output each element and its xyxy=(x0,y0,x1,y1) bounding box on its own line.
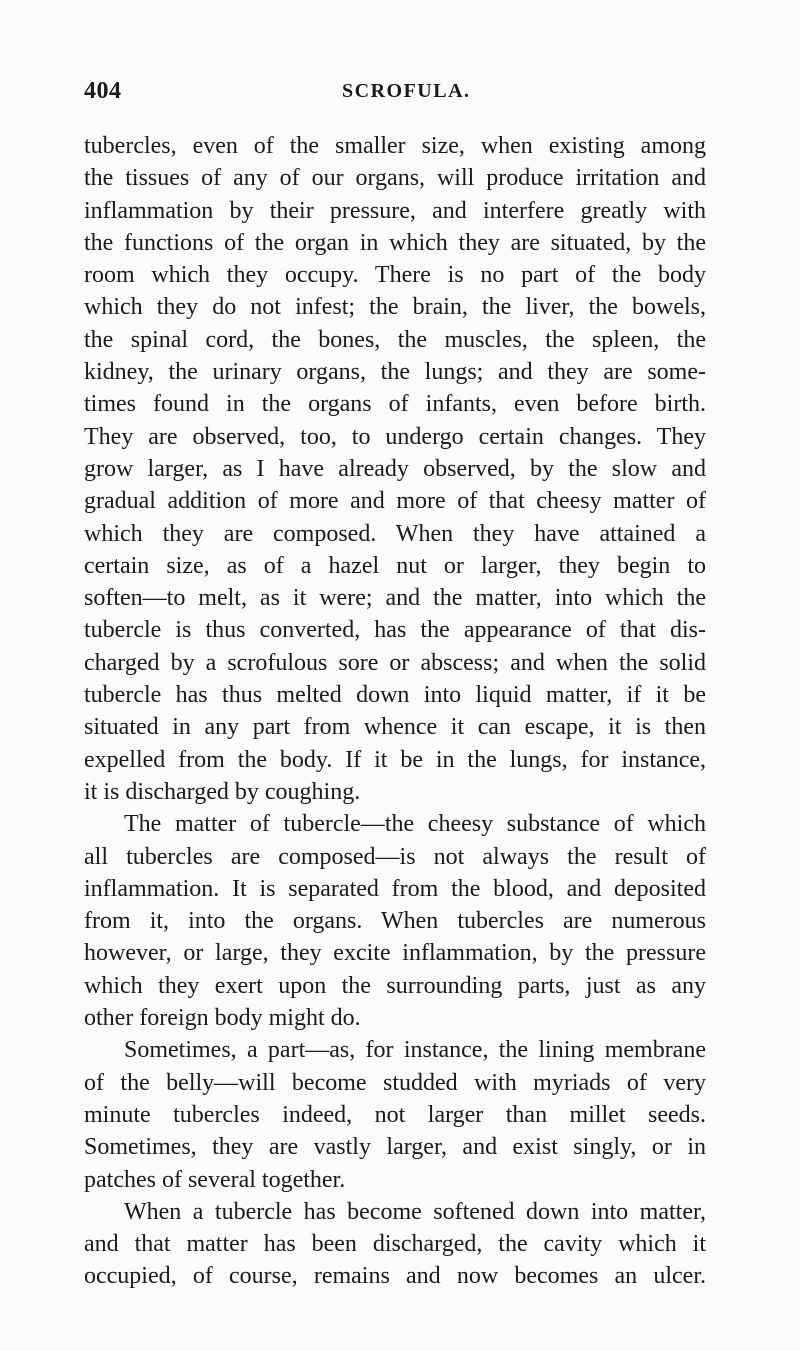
running-title: SCROFULA. xyxy=(342,80,471,102)
text-line: the tissues of any of our organs, will produce irritation and xyxy=(84,165,706,192)
text-line: tubercle has thus melted down into liquid matter, if it be xyxy=(84,682,706,709)
text-line: grow larger, as I have already observed, by the slow and xyxy=(84,455,706,482)
text-line: certain size, as of a hazel nut or larger, they begin to xyxy=(84,552,706,579)
text-line: minute tubercles indeed, not larger than millet seeds. xyxy=(84,1101,706,1128)
text-line: charged by a scrofulous sore or abscess; and when the solid xyxy=(84,649,706,676)
text-line: which they do not infest; the brain, the liver, the bowels, xyxy=(84,294,706,321)
text-line: tubercles, even of the smaller size, when existing among xyxy=(84,133,706,159)
text-line: kidney, the urinary organs, the lungs; and they are some- xyxy=(84,359,706,386)
body-text xyxy=(84,130,706,1293)
text-line: inflammation. It is separated from the blood, and deposited xyxy=(84,875,706,902)
text-line: however, or large, they excite inflammation, by the pressure xyxy=(84,940,706,967)
text-line: the functions of the organ in which they are situated, by the xyxy=(84,229,706,256)
text-line: When a tubercle has become softened down into matter, xyxy=(124,1198,706,1225)
text-line: inflammation by their pressure, and interfere greatly with xyxy=(84,197,706,224)
text-line: occupied, of course, remains and now becomes an ulcer. xyxy=(84,1263,706,1290)
text-line: They are observed, too, to undergo certain changes. They xyxy=(84,423,706,450)
page-number: 404 xyxy=(84,78,122,104)
text-line: room which they occupy. There is no part of the body xyxy=(84,262,706,289)
text-line: situated in any part from whence it can escape, it is then xyxy=(84,714,706,741)
text-line: The matter of tubercle—the cheesy substance of which xyxy=(124,811,706,838)
text-line: Sometimes, they are vastly larger, and exist singly, or in xyxy=(84,1134,706,1161)
text-line: of the belly—will become studded with myriads of very xyxy=(84,1069,706,1096)
text-line: times found in the organs of infants, even before birth. xyxy=(84,391,706,418)
text-line: Sometimes, a part—as, for instance, the lining membrane xyxy=(124,1037,706,1064)
text-line: patches of several together. xyxy=(84,1166,346,1193)
text-line: the spinal cord, the bones, the muscles, the spleen, the xyxy=(84,326,706,353)
text-line: other foreign body might do. xyxy=(84,1005,361,1032)
text-line: from it, into the organs. When tubercles are numerous xyxy=(84,908,706,935)
running-head xyxy=(84,78,704,110)
text-line: expelled from the body. If it be in the lungs, for instance, xyxy=(84,746,706,773)
text-line: which they are composed. When they have attained a xyxy=(84,520,706,547)
text-line: all tubercles are composed—is not always the result of xyxy=(84,843,706,870)
text-line: gradual addition of more and more of that cheesy matter of xyxy=(84,488,706,515)
text-line: soften—to melt, as it were; and the matter, into which the xyxy=(84,585,706,612)
text-line: which they exert upon the surrounding parts, just as any xyxy=(84,972,706,999)
text-line: it is discharged by coughing. xyxy=(84,778,361,805)
text-line: tubercle is thus converted, has the appearance of that dis- xyxy=(84,617,706,644)
text-line: and that matter has been discharged, the cavity which it xyxy=(84,1231,706,1258)
